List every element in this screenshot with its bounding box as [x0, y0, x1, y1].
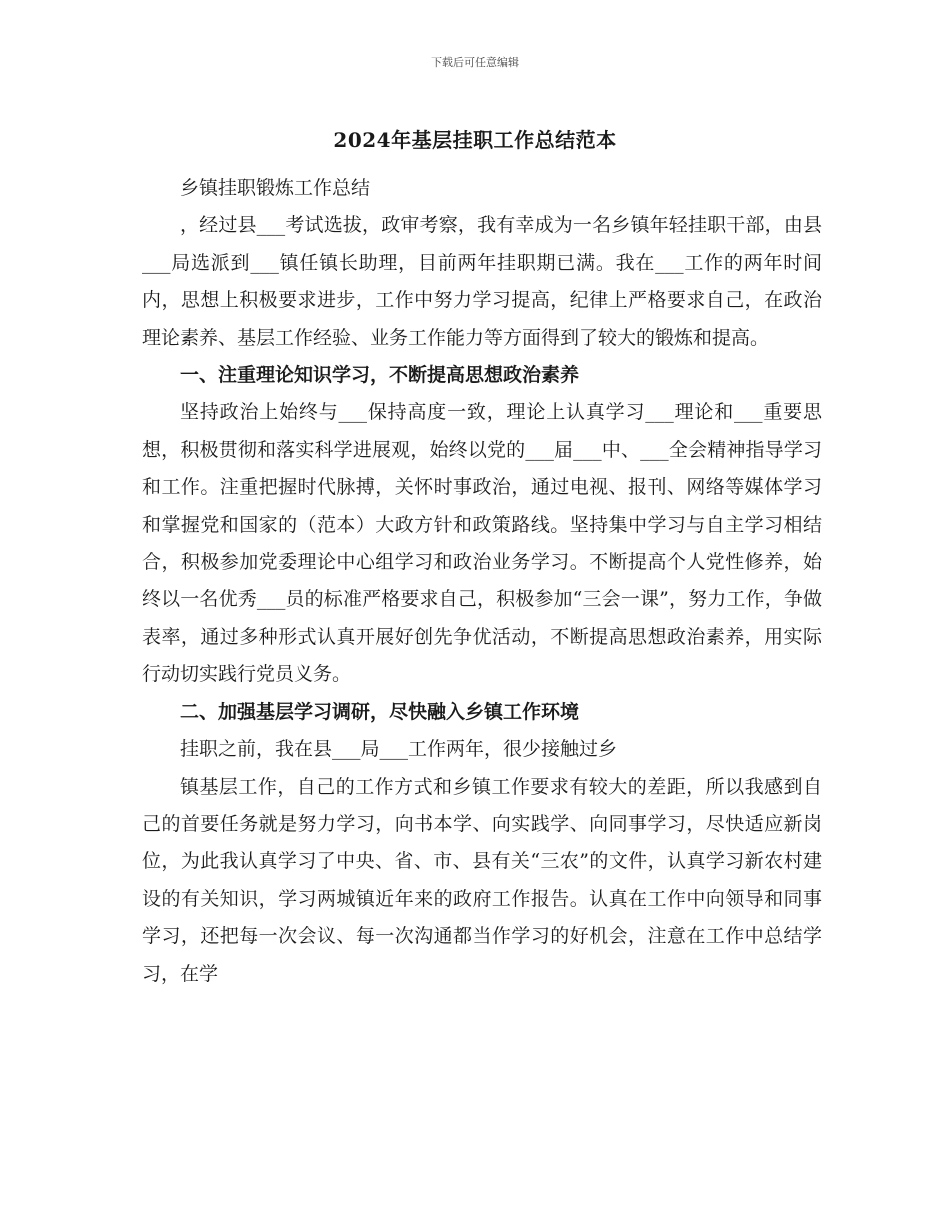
subtitle: 乡镇挂职锻炼工作总结 [180, 177, 371, 199]
section-2-first-line: 挂职之前，我在县___局___工作两年，很少接触过乡 [180, 738, 618, 761]
section-2-paragraph: 镇基层工作，自己的工作方式和乡镇工作要求有较大的差距，所以我感到自己的首要任务就是努力学习，向书本学、向实践学、向同事学习，尽快适应新岗位，为此我认真学习了中央、省、市、县有关“三农”的文件，认真学习新农村建设的有关知识，学习两城镇近年来的政府工作报告。认真在工作中向领导和同事学习，还把每一次会议、每一次沟通都当作学习的好机会，注意在工作中总结学习，在学 [142, 775, 822, 985]
intro-paragraph: ，经过县___考试选拔，政审考察，我有幸成为一名乡镇年轻挂职干部，由县___局选派到___镇任镇长助理，目前两年挂职期已满。我在___工作的两年时间内，思想上积极要求进步，工作中努力学习提高，纪律上严格要求自己，在政治理论素养、基层工作经验、业务工作能力等方面得到了较大的锻炼和提高。 [142, 214, 822, 349]
document-body [142, 170, 822, 993]
document-title: 2024年基层挂职工作总结范本 [333, 128, 617, 152]
section-1-paragraph: 坚持政治上始终与___保持高度一致，理论上认真学习___理论和___重要思想，积极贯彻和落实科学进展观，始终以党的___届___中、___全会精神指导学习和工作。注重把握时代脉搏，关怀时事政治，通过电视、报刊、网络等媒体学习和掌握党和国家的（范本）大政方针和政策路线。坚持集中学习与自主学习相结合，积极参加党委理论中心组学习和政治业务学习。不断提高个人党性修养，始终以一名优秀___员的标准严格要求自己，积极参加“三会一课”，努力工作，争做表率，通过多种形式认真开展好创先争优活动，不断提高思想政治素养，用实际行动切实践行党员义务。 [142, 401, 822, 686]
section-1-heading: 一、注重理论知识学习，不断提高思想政治素养 [180, 364, 580, 387]
section-2-heading: 二、加强基层学习调研，尽快融入乡镇工作环境 [180, 700, 580, 723]
header-note: 下载后可任意编辑 [431, 56, 519, 69]
